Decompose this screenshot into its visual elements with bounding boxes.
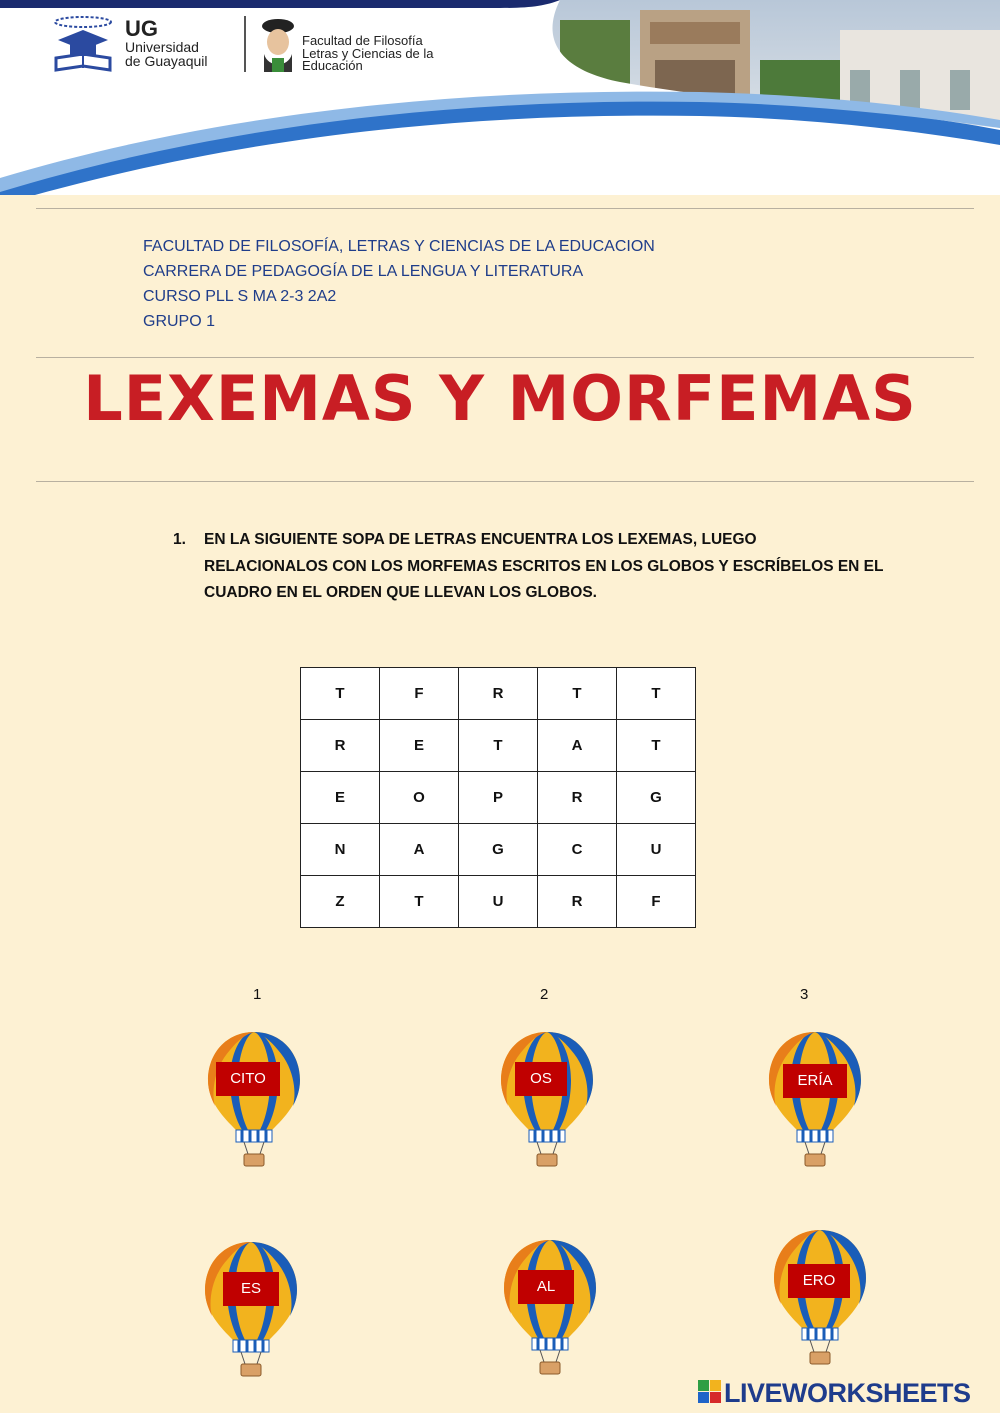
hot-air-balloon-4[interactable] bbox=[203, 1240, 299, 1380]
hot-air-balloon-5[interactable] bbox=[502, 1238, 598, 1378]
grid-cell[interactable]: U bbox=[459, 876, 538, 928]
grid-cell[interactable]: E bbox=[380, 720, 459, 772]
balloon-icon bbox=[206, 1030, 302, 1170]
university-short-name: UG bbox=[125, 16, 158, 41]
grid-cell[interactable]: T bbox=[301, 668, 380, 720]
grid-cell[interactable]: T bbox=[380, 876, 459, 928]
grid-cell[interactable]: G bbox=[617, 772, 696, 824]
grid-cell[interactable]: A bbox=[538, 720, 617, 772]
grid-row bbox=[301, 824, 696, 876]
balloon-label: AL bbox=[518, 1270, 574, 1304]
grid-cell[interactable]: T bbox=[538, 668, 617, 720]
grid-cell[interactable]: A bbox=[380, 824, 459, 876]
balloon-icon bbox=[772, 1228, 868, 1368]
divider-top bbox=[36, 208, 974, 209]
grid-cell[interactable]: R bbox=[459, 668, 538, 720]
grid-cell[interactable]: T bbox=[459, 720, 538, 772]
grid-cell[interactable]: P bbox=[459, 772, 538, 824]
divider-bottom bbox=[36, 481, 974, 482]
balloon-label: ERÍA bbox=[783, 1064, 847, 1098]
balloon-number-2: 2 bbox=[540, 986, 549, 1003]
balloon-icon bbox=[767, 1030, 863, 1170]
word-search-grid bbox=[300, 667, 696, 928]
grid-cell[interactable]: R bbox=[301, 720, 380, 772]
faculty-logo bbox=[258, 14, 478, 76]
graduation-cap-icon bbox=[50, 14, 116, 74]
balloon-label: ERO bbox=[788, 1264, 850, 1298]
grid-row bbox=[301, 876, 696, 928]
grid-row bbox=[301, 772, 696, 824]
grid-cell[interactable]: T bbox=[617, 720, 696, 772]
liveworksheets-icon bbox=[698, 1380, 722, 1404]
divider-middle bbox=[36, 357, 974, 358]
instruction-number: 1. bbox=[173, 531, 186, 548]
faculty-name-line2: Letras y Ciencias de la bbox=[302, 46, 434, 61]
logo-divider bbox=[244, 16, 246, 72]
faculty-name-line3: Educación bbox=[302, 58, 363, 73]
grid-cell[interactable]: F bbox=[380, 668, 459, 720]
balloon-number-1: 1 bbox=[253, 986, 262, 1003]
info-career: CARRERA DE PEDAGOGÍA DE LA LENGUA Y LITERATURA bbox=[143, 263, 584, 280]
page-header bbox=[0, 0, 1000, 205]
page-title: LEXEMAS Y MORFEMAS bbox=[83, 362, 917, 435]
hot-air-balloon-3[interactable] bbox=[767, 1030, 863, 1170]
hot-air-balloon-2[interactable] bbox=[499, 1030, 595, 1170]
course-info bbox=[143, 234, 655, 334]
grid-row bbox=[301, 720, 696, 772]
grid-cell[interactable]: N bbox=[301, 824, 380, 876]
grid-cell[interactable]: T bbox=[617, 668, 696, 720]
grid-cell[interactable]: G bbox=[459, 824, 538, 876]
grid-cell[interactable]: E bbox=[301, 772, 380, 824]
grid-cell[interactable]: R bbox=[538, 772, 617, 824]
liveworksheets-brand: LIVEWORKSHEETS bbox=[724, 1378, 971, 1408]
balloon-icon bbox=[499, 1030, 595, 1170]
university-name-line2: de Guayaquil bbox=[125, 53, 208, 69]
hot-air-balloon-1[interactable] bbox=[206, 1030, 302, 1170]
info-group: GRUPO 1 bbox=[143, 313, 216, 330]
university-name-line1: Universidad bbox=[125, 39, 199, 55]
balloon-label: CITO bbox=[216, 1062, 280, 1096]
grid-row bbox=[301, 668, 696, 720]
faculty-emblem-icon bbox=[258, 16, 298, 72]
hot-air-balloon-6[interactable] bbox=[772, 1228, 868, 1368]
grid-cell[interactable]: R bbox=[538, 876, 617, 928]
info-course: CURSO PLL S MA 2-3 2A2 bbox=[143, 288, 337, 305]
university-logo bbox=[50, 14, 230, 74]
balloon-icon bbox=[502, 1238, 598, 1378]
grid-cell[interactable]: U bbox=[617, 824, 696, 876]
balloon-label: ES bbox=[223, 1272, 279, 1306]
grid-cell[interactable]: F bbox=[617, 876, 696, 928]
grid-cell[interactable]: O bbox=[380, 772, 459, 824]
faculty-name-line1: Facultad de Filosofía bbox=[302, 33, 423, 48]
balloon-number-3: 3 bbox=[800, 986, 809, 1003]
info-faculty: FACULTAD DE FILOSOFÍA, LETRAS Y CIENCIAS DE LA EDUCACION bbox=[143, 238, 655, 255]
balloon-label: OS bbox=[515, 1062, 567, 1096]
instruction-text: EN LA SIGUIENTE SOPA DE LETRAS ENCUENTRA LOS LEXEMAS, LUEGO RELACIONALOS CON LOS MORFEMAS ESCRITOS EN LOS GLOBOS Y ESCRÍBELOS EN EL CUADRO EN EL ORDEN QUE LLEVAN LOS GLOBOS. bbox=[204, 531, 884, 601]
grid-cell[interactable]: C bbox=[538, 824, 617, 876]
balloon-icon bbox=[203, 1240, 299, 1380]
grid-cell[interactable]: Z bbox=[301, 876, 380, 928]
